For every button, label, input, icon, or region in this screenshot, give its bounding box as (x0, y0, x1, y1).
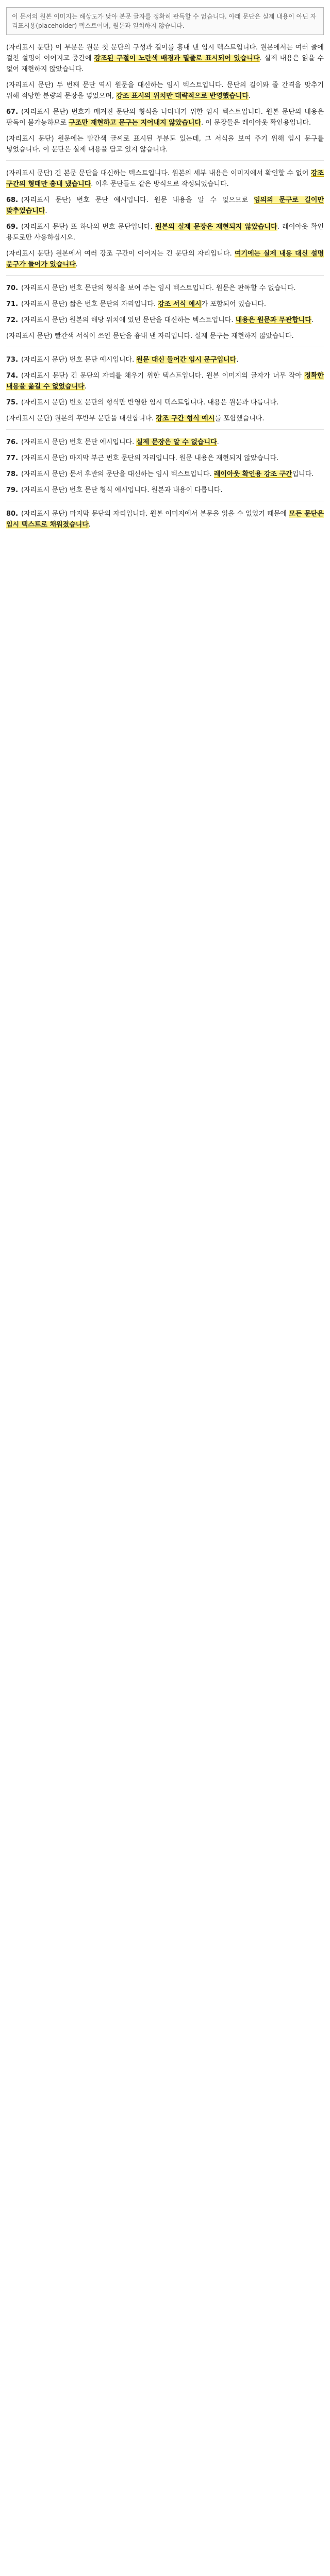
paragraph-text: (자리표시 문단) 번호 문단의 형식을 보여 주는 임시 텍스트입니다. (21, 284, 217, 292)
highlighted-phrase: 강조 서식 예시 (158, 300, 202, 308)
highlighted-phrase: 강조 표시의 위치만 대략적으로 반영했습니다 (116, 92, 249, 100)
paragraph (6, 413, 324, 424)
paragraph-text: (자리표시 문단) 번호 문단 예시입니다. 원문 내용을 알 수 없으므로 (21, 196, 254, 204)
paragraph (6, 509, 324, 530)
paragraph-text: 원문은 판독할 수 없습니다. (216, 284, 296, 292)
paragraph (6, 107, 324, 128)
paragraph-text: (자리표시 문단) 문서 후반의 문단을 대신하는 임시 텍스트입니다. (21, 470, 214, 478)
paragraph-text: (자리표시 문단) 원문에는 빨간색 글씨로 표시된 부분도 있는데, 그 서식을 보여 주기 위해 임시 문구를 넣었습니다. (6, 135, 324, 154)
paragraph (6, 80, 324, 101)
paragraph-text: . 레이아웃 확인 용도로만 사용하십시오. (6, 223, 324, 242)
paragraph-number: 78. (6, 470, 19, 478)
paragraph-text: . 이 문장들은 레이아웃 확인용입니다. (201, 119, 311, 127)
paragraph (6, 485, 324, 496)
paragraph-text: (자리표시 문단) 이 부분은 원문 첫 문단의 구성과 길이를 흉내 낸 임시 텍스트입니다. 원본에서는 여러 줄에 걸친 설명이 이어지고 중간에 (6, 44, 324, 62)
paragraph-text: . (45, 207, 47, 215)
paragraph (6, 469, 324, 480)
paragraph (6, 42, 324, 75)
section-divider (6, 160, 324, 161)
placeholder-notice: 이 문서의 원본 이미지는 해상도가 낮아 본문 글자를 정확히 판독할 수 없습니다. 아래 문단은 실제 내용이 아닌 자리표시용(placeholder) 텍스트이며, 원문과 일치하지 않습니다. (6, 7, 324, 35)
paragraph-text: 원본과 내용이 다릅니다. (151, 486, 223, 494)
paragraph-text: . (88, 521, 91, 529)
paragraph (6, 397, 324, 408)
paragraph-number: 80. (6, 510, 19, 518)
highlighted-phrase: 원본의 실제 문장은 재현되지 않았습니다 (155, 223, 277, 231)
paragraph-text: . 이후 문단들도 같은 방식으로 작성되었습니다. (91, 180, 229, 188)
paragraph-text: (자리표시 문단) 또 하나의 번호 문단입니다. (21, 223, 156, 231)
document-body (6, 42, 324, 530)
paragraph (6, 370, 324, 392)
paragraph-number: 72. (6, 316, 19, 324)
highlighted-phrase: 모든 문단은 임시 텍스트로 채워졌습니다 (6, 510, 324, 529)
paragraph-text: (자리표시 문단) 긴 본문 문단을 대신하는 텍스트입니다. 원본의 세부 내용은 이미지에서 확인할 수 없어 (6, 170, 311, 177)
paragraph-number: 74. (6, 372, 19, 380)
paragraph-text: (자리표시 문단) 마지막 부근 번호 문단의 자리입니다. (21, 454, 179, 462)
paragraph-text: 원문 내용은 재현되지 않았습니다. (179, 454, 279, 462)
paragraph-number: 79. (6, 486, 19, 494)
highlighted-phrase: 여기에는 실제 내용 대신 설명 문구가 들어가 있습니다 (6, 250, 324, 268)
paragraph (6, 437, 324, 448)
paragraph-number: 70. (6, 284, 19, 292)
paragraph (6, 195, 324, 216)
paragraph-text: 실제 문구는 재현하지 않았습니다. (194, 332, 294, 340)
section-divider (6, 275, 324, 276)
section-divider (6, 429, 324, 430)
paragraph-number: 67. (6, 108, 19, 116)
paragraph-number: 71. (6, 300, 19, 308)
paragraph (6, 453, 324, 464)
paragraph-text: . (217, 438, 219, 446)
paragraph-text: (자리표시 문단) 번호 문단 형식 예시입니다. (21, 486, 152, 494)
highlighted-phrase: 원문 대신 들어간 임시 문구입니다 (136, 356, 237, 364)
paragraph (6, 331, 324, 342)
paragraph-text: (자리표시 문단) 원본에서 여러 강조 구간이 이어지는 긴 문단의 자리입니다. (6, 250, 235, 258)
paragraph-number: 77. (6, 454, 19, 462)
paragraph (6, 283, 324, 294)
highlighted-phrase: 내용은 원문과 무관합니다 (235, 316, 311, 324)
paragraph-text: (자리표시 문단) 번호 문단 예시입니다. (21, 356, 137, 364)
highlighted-phrase: 임의의 문구로 길이만 맞추었습니다 (6, 196, 324, 215)
paragraph-text: 가 포함되어 있습니다. (201, 300, 266, 308)
highlighted-phrase: 강조 구간 형식 예시 (156, 415, 215, 422)
paragraph-number: 76. (6, 438, 19, 446)
highlighted-phrase: 강조된 구절이 노란색 배경과 밑줄로 표시되어 있습니다 (94, 55, 260, 62)
paragraph-text: . (75, 261, 78, 268)
paragraph-text: . (248, 92, 251, 100)
paragraph-text: (자리표시 문단) 마지막 문단의 자리입니다. 원본 이미지에서 본문을 읽을 수 없었기 때문에 (21, 510, 289, 518)
paragraph (6, 299, 324, 310)
paragraph-text: (자리표시 문단) 원본의 해당 위치에 있던 문단을 대신하는 텍스트입니다. (21, 316, 236, 324)
paragraph-number: 69. (6, 223, 19, 231)
paragraph-text: (자리표시 문단) 두 번째 문단 역시 원문을 대신하는 임시 텍스트입니다. 문단의 길이와 줄 간격을 맞추기 위해 적당한 분량의 문장을 넣었으며, (6, 81, 324, 100)
paragraph-text: . (84, 383, 87, 391)
paragraph-text: 내용은 원문과 다릅니다. (207, 399, 279, 406)
paragraph-text: (자리표시 문단) 긴 문단의 자리를 채우기 위한 텍스트입니다. 원본 이미지의 글자가 너무 작아 (21, 372, 305, 380)
paragraph (6, 248, 324, 270)
paragraph-number: 73. (6, 356, 19, 364)
paragraph-text: (자리표시 문단) 원본의 후반부 문단을 대신합니다. (6, 415, 156, 422)
paragraph (6, 315, 324, 326)
paragraph (6, 222, 324, 243)
paragraph (6, 133, 324, 155)
highlighted-phrase: 정확한 내용을 옮길 수 없었습니다 (6, 372, 324, 391)
paragraph-text: 입니다. (292, 470, 314, 478)
highlighted-phrase: 구조만 재현하고 문구는 지어내지 않았습니다 (69, 119, 202, 127)
paragraph-text: . (236, 356, 239, 364)
highlighted-phrase: 레이아웃 확인용 강조 구간 (213, 470, 292, 478)
paragraph-text: 이 문단은 실제 내용을 담고 있지 않습니다. (43, 146, 168, 154)
highlighted-phrase: 강조 구간의 형태만 흉내 냈습니다 (6, 170, 324, 188)
paragraph-text: . 실제 내용은 읽을 수 없어 재현하지 않았습니다. (6, 55, 324, 73)
paragraph (6, 354, 324, 365)
paragraph-text: (자리표시 문단) 짧은 번호 문단의 자리입니다. (21, 300, 158, 308)
highlighted-phrase: 실제 문장은 알 수 없습니다 (136, 438, 217, 446)
paragraph-text: (자리표시 문단) 빨간색 서식이 쓰인 문단을 흉내 낸 자리입니다. (6, 332, 195, 340)
paragraph-text: 를 포함했습니다. (214, 415, 265, 422)
paragraph-text: (자리표시 문단) 번호 문단 예시입니다. (21, 438, 137, 446)
paragraph-number: 75. (6, 399, 19, 406)
paragraph (6, 168, 324, 190)
paragraph-text: . (311, 316, 314, 324)
paragraph-number: 68. (6, 196, 19, 204)
paragraph-text: (자리표시 문단) 번호가 매겨진 문단의 형식을 나타내기 위한 임시 텍스트입니다. 원본 문단의 내용은 판독이 불가능하므로 (6, 108, 324, 127)
paragraph-text: (자리표시 문단) 번호 문단의 형식만 반영한 임시 텍스트입니다. (21, 399, 208, 406)
